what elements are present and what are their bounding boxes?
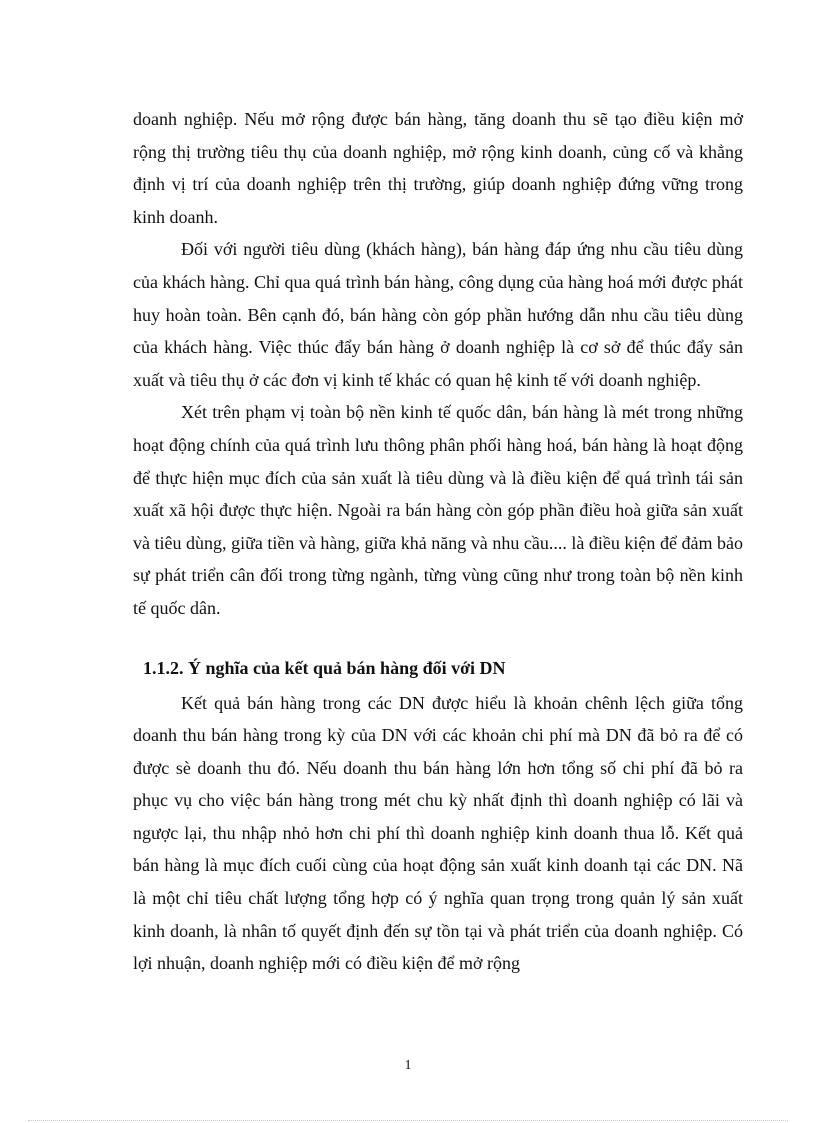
document-body: [133, 103, 743, 980]
paragraph-sales-result: Kết quả bán hàng trong các DN được hiểu là khoản chênh lệch giữa tổng doanh thu bán hàng trong kỳ của DN với các khoản chi phí mà DN đã bỏ ra để có được sè doanh thu đó. Nếu doanh thu bán hàng lớn hơn tổng số chi phí đã bỏ ra phục vụ cho việc bán hàng trong mét chu kỳ nhất định thì doanh nghiệp có lãi và ngược lại, thu nhập nhỏ hơn chi phí thì doanh nghiệp kinh doanh thua lỗ. Kết quả bán hàng là mục đích cuối cùng của hoạt động sản xuất kinh doanh tại các DN. Nã là một chỉ tiêu chất lượng tổng hợp có ý nghĩa quan trọng trong quản lý sản xuất kinh doanh, là nhân tố quyết định đến sự tồn tại và phát triển của doanh nghiệp. Có lợi nhuận, doanh nghiệp mới có điều kiện để mở rộng: [133, 692, 743, 974]
paragraph-consumers: Đối với người tiêu dùng (khách hàng), bán hàng đáp ứng nhu cầu tiêu dùng của khách hàng. Chỉ qua quá trình bán hàng, công dụng của hàng hoá mới được phát huy hoàn toàn. Bên cạnh đó, bán hàng còn góp phần hướng dẫn nhu cầu tiêu dùng của khách hàng. Việc thúc đẩy bán hàng ở doanh nghiệp là cơ sở để thúc đẩy sản xuất và tiêu thụ ở các đơn vị kinh tế khác có quan hệ kinh tế với doanh nghiệp.: [133, 239, 743, 390]
paragraph-sales-expansion: doanh nghiệp. Nếu mở rộng được bán hàng, tăng doanh thu sẽ tạo điều kiện mở rộng thị trường tiêu thụ của doanh nghiệp, mở rộng kinh doanh, củng cố và khẳng định vị trí của doanh nghiệp trên thị trường, giúp doanh nghiệp đứng vững trong kinh doanh.: [133, 109, 743, 227]
page-number: 1: [404, 1058, 412, 1073]
section-heading: 1.1.2. Ý nghĩa của kết quả bán hàng đối với DN: [143, 657, 506, 678]
paragraph-national-economy: Xét trên phạm vị toàn bộ nền kinh tế quốc dân, bán hàng là mét trong những hoạt động chính của quá trình lưu thông phân phối hàng hoá, bán hàng là hoạt động để thực hiện mục đích của sản xuất là tiêu dùng và là điều kiện để quá trình tái sản xuất xã hội được thực hiện. Ngoài ra bán hàng còn góp phần điều hoà giữa sản xuất và tiêu dùng, giữa tiền và hàng, giữa khả năng và nhu cầu.... là điều kiện để đảm bảo sự phát triển cân đối trong từng ngành, từng vùng cũng như trong toàn bộ nền kinh tế quốc dân.: [133, 402, 743, 618]
page-bottom-divider: [28, 1120, 788, 1121]
